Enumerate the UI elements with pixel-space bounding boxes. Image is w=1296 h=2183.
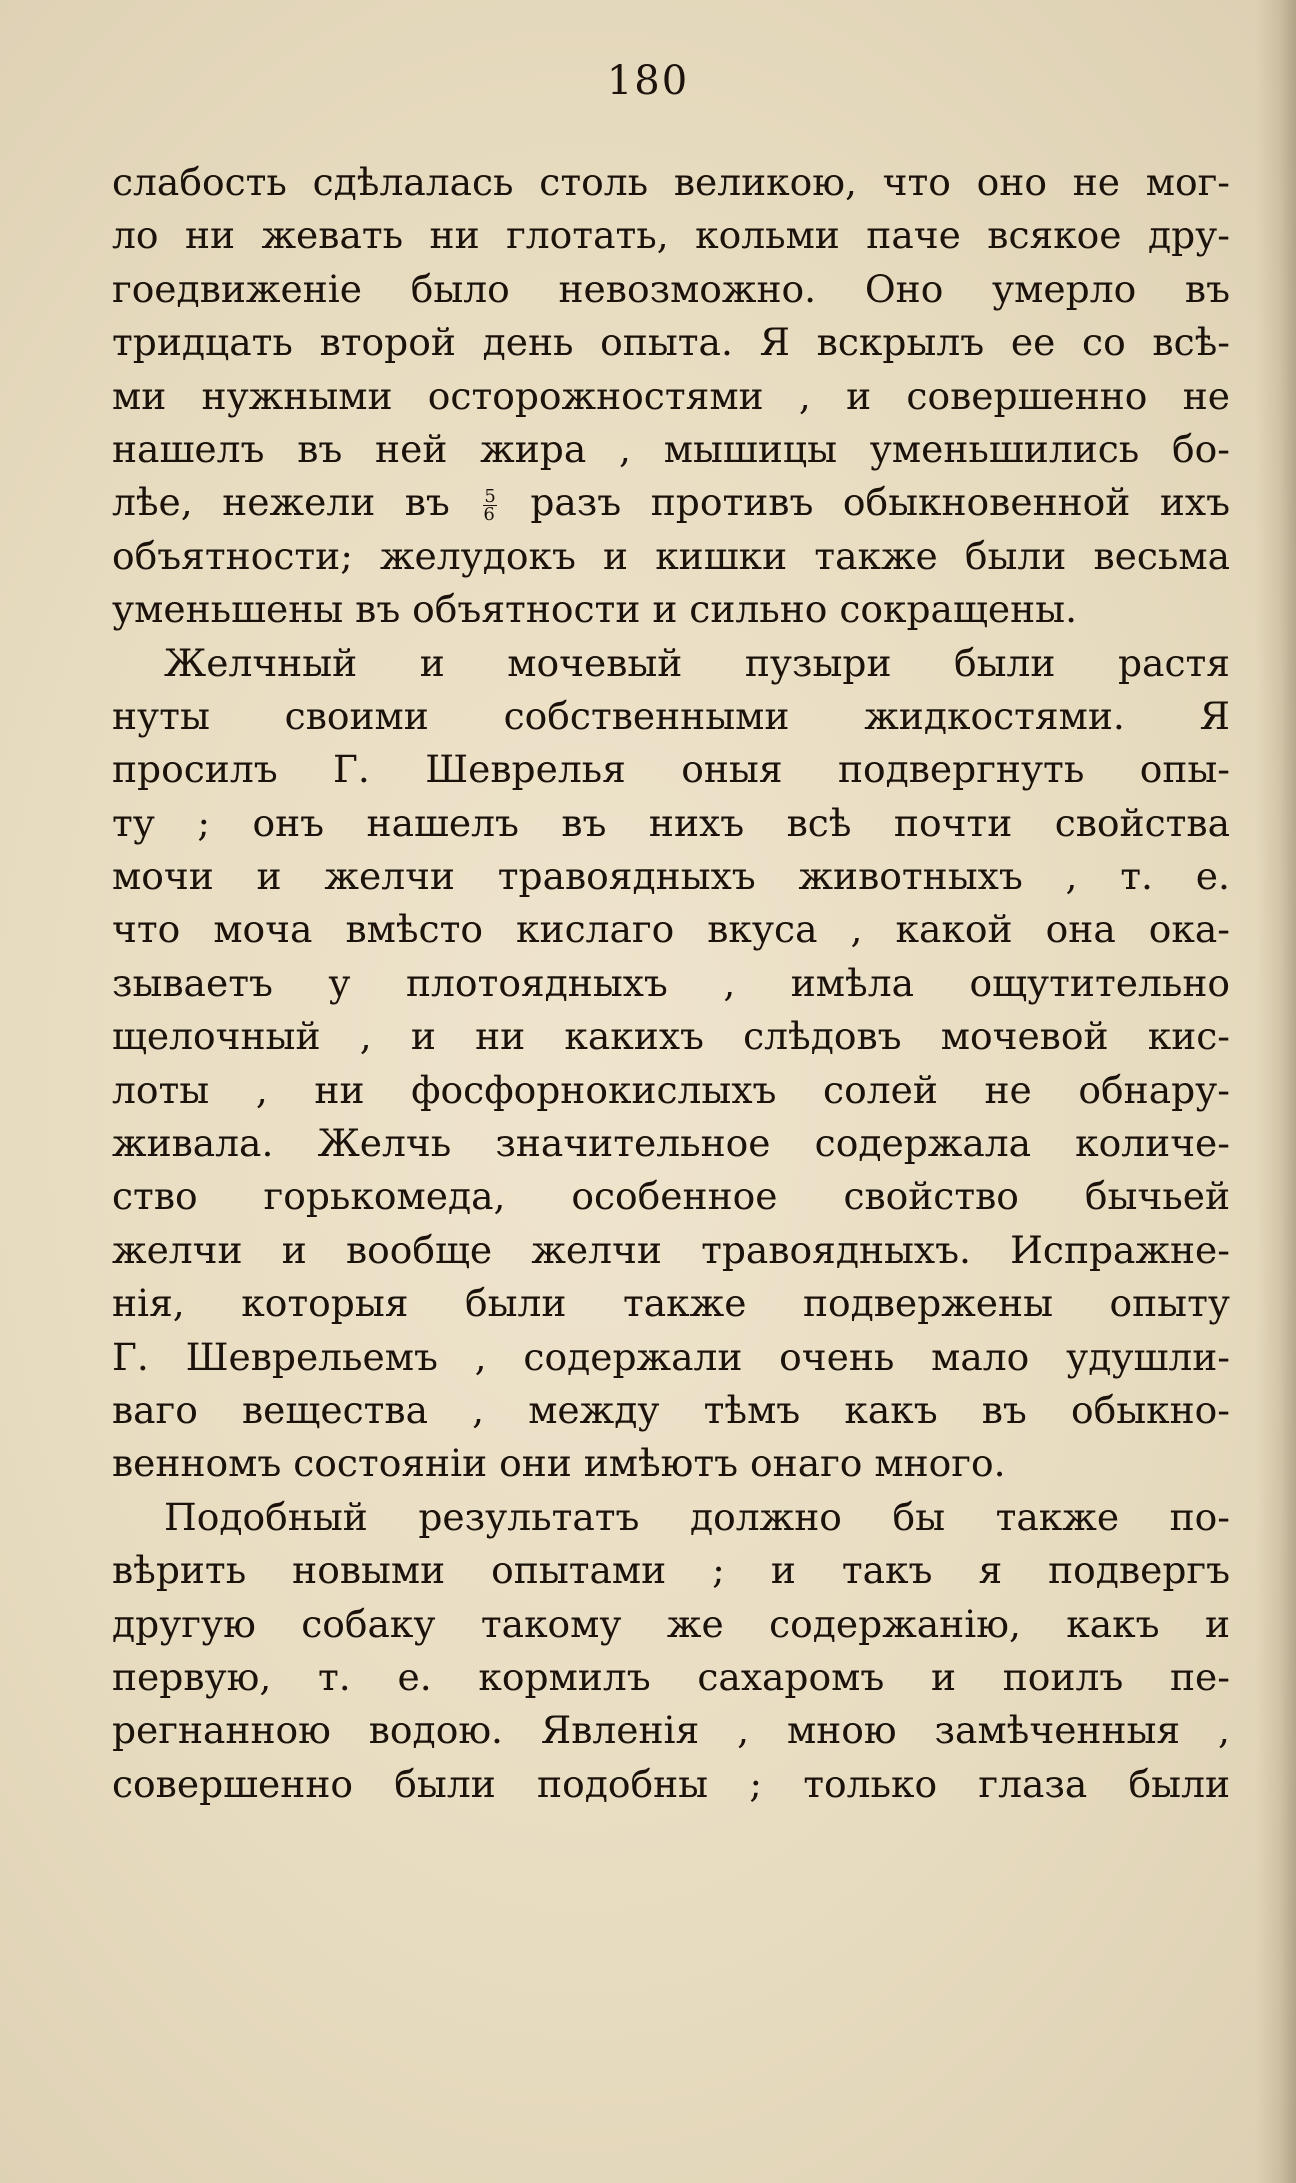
page-edge-shadow [1256,0,1296,2183]
text-line: живала. Желчь значительное содержала количе- [112,1121,1230,1166]
fraction-numerator: 5 [484,486,496,508]
text-line: уменьшены въ объятности и сильно сокращены. [112,587,1078,632]
fraction-five-sixths [483,486,496,526]
text-line: вѣрить новыми опытами ; и такъ я подвергъ [112,1548,1230,1593]
text-line: желчи и вообще желчи травоядныхъ. Испражне- [112,1227,1230,1272]
text-line: нуты своими собственными жидкостями. Я [112,693,1230,738]
text-line: Г. Шеврельемъ , содержали очень мало удушли- [112,1334,1230,1379]
text-fragment: разъ противъ обыкновенной ихъ [530,480,1230,525]
text-line: Желчный и мочевый пузыри были растя [164,640,1230,685]
text-line: щелочный , и ни какихъ слѣдовъ мочевой кис- [112,1014,1230,1059]
text-line: ту ; онъ нашелъ въ нихъ всѣ почти свойства [112,800,1230,845]
text-line: ло ни жевать ни глотать, кольми паче всякое дру- [112,213,1230,258]
text-line: ми нужными осторожностями , и совершенно не [112,373,1230,418]
text-line: объятности; желудокъ и кишки также были весьма [112,533,1230,578]
body-text [112,156,1230,1811]
text-line: лоты , ни фосфорнокислыхъ солей не обнару- [112,1067,1230,1112]
text-fragment: лѣе, нежели въ [112,480,450,525]
fraction-denominator: 6 [483,504,495,526]
text-line: Подобный результатъ должно бы также по- [164,1494,1230,1539]
text-line: венномъ состояніи они имѣютъ онаго много. [112,1441,1006,1486]
text-line: просилъ Г. Шеврелья оныя подвергнуть опы- [112,747,1230,792]
text-line: ство горькомеда, особенное свойство бычьей [112,1174,1230,1219]
text-line: совершенно были подобны ; только глаза были [112,1761,1230,1806]
text-line: зываетъ у плотоядныхъ , имѣла ощутительно [112,960,1230,1005]
text-line: слабость сдѣлалась столь великою, что оно не мог- [112,160,1230,204]
text-line: другую собаку такому же содержанію, какъ и [112,1601,1230,1646]
text-line: ваго вещества , между тѣмъ какъ въ обыкно- [112,1387,1230,1432]
text-line: тридцать второй день опыта. Я вскрылъ ее со всѣ- [112,320,1230,365]
text-line: мочи и желчи травоядныхъ животныхъ , т. е. [112,854,1230,899]
text-line: что моча вмѣсто кислаго вкуса , какой она ока- [112,907,1230,952]
text-line-with-fraction [112,476,1230,529]
text-line: гоедвиженіе было невозможно. Оно умерло въ [112,266,1230,311]
text-line: нія, которыя были также подвержены опыту [112,1281,1230,1326]
text-line: нашелъ въ ней жира , мышицы уменьшились бо- [112,426,1230,471]
text-line: первую, т. е. кормилъ сахаромъ и поилъ пе- [112,1654,1230,1699]
page-number: 180 [606,58,690,104]
text-line: регнанною водою. Явленія , мною замѣченныя , [112,1708,1230,1753]
